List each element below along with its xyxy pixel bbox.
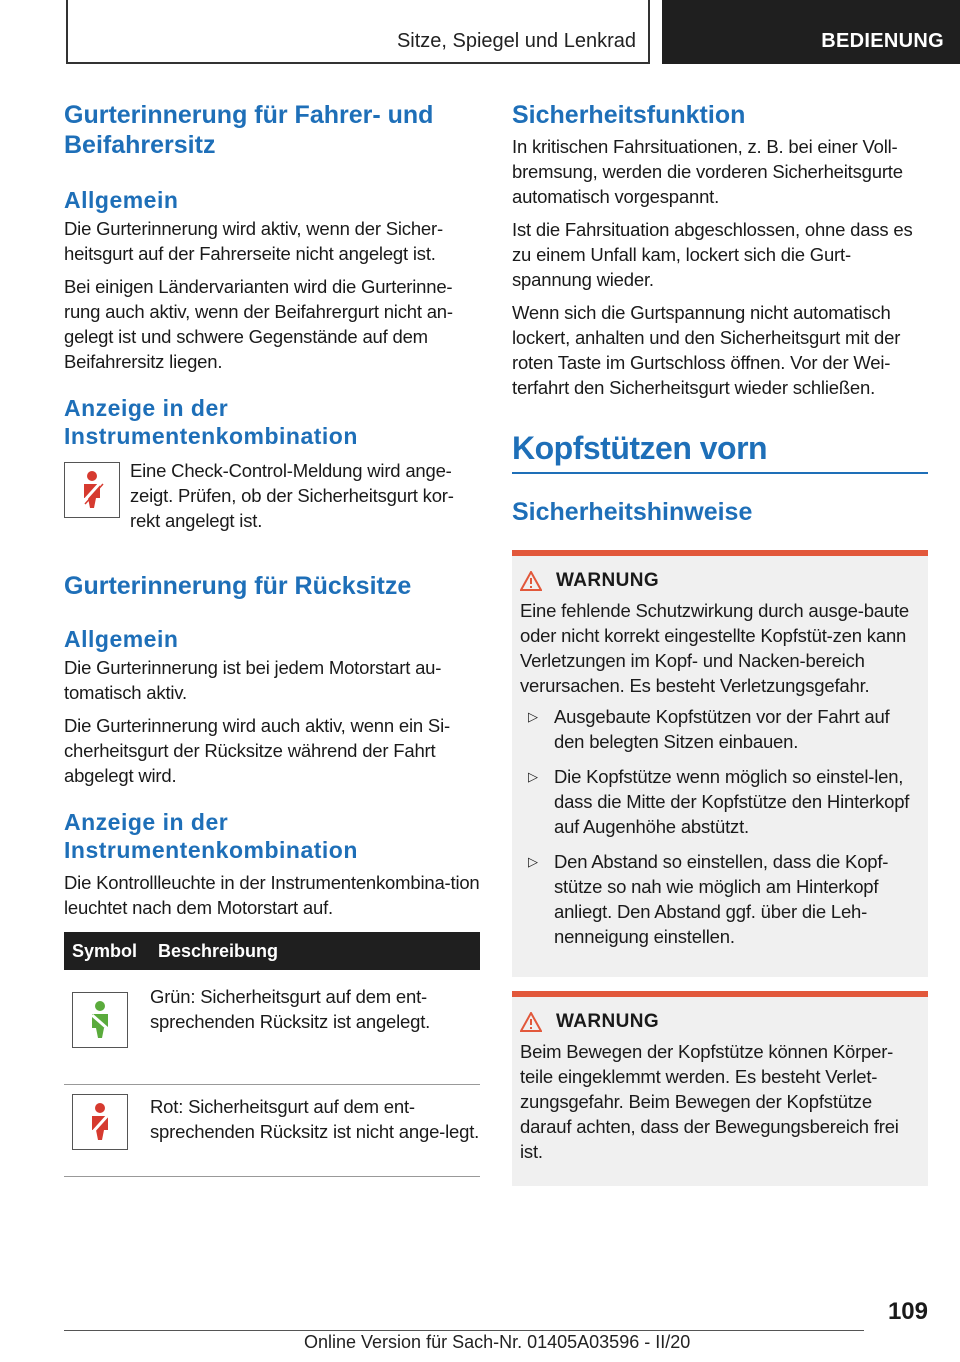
warning-2-text: Beim Bewegen der Kopfstütze können Körper-teile eingeklemmt werden. Es besteht Verlet-zungsgefahr. Beim Bewegen der Kopfstütze darauf achten, dass der Bewegungsbereich frei ist. (520, 1041, 899, 1162)
paragraph-general-1b: Bei einigen Ländervarianten wird die Gurterinne-rung auch aktiv, wenn der Beifahrergurt nicht an-gelegt ist und schwere Gegenstände auf dem Beifahrersitz liegen. (64, 276, 453, 372)
display-1-row (64, 462, 480, 533)
paragraph-safety-2: Ist die Fahrsituation abgeschlossen, ohne dass es zu einem Unfall kam, lockert sich die Gurt-spannung wieder. (512, 219, 913, 290)
table-cell-red-desc: Rot: Sicherheitsgurt auf dem ent-sprechenden Rücksitz ist nicht ange-legt. (150, 1084, 480, 1176)
paragraph-general-2a: Die Gurterinnerung ist bei jedem Motorstart au-tomatisch aktiv. (64, 657, 442, 703)
warning-box-2 (512, 991, 928, 1186)
warning-1-header (520, 570, 920, 592)
table-header-symbol: Symbol (64, 932, 150, 970)
table-row (64, 1084, 480, 1176)
footer-version: Online Version für Sach-Nr. 01405A03596 - II/20 (304, 1332, 691, 1352)
heading-general-2: Allgemein (64, 626, 179, 652)
heading-safety-notes: Sicherheitshinweise (512, 498, 753, 526)
warning-1-text: Eine fehlende Schutzwirkung durch ausge-baute oder nicht korrekt eingestellte Kopfstüt-zen kann Verletzungen im Kopf- und Nacken-bereich verursachen. Es besteht Verletzungsgefahr. (520, 600, 910, 696)
paragraph-general-1a: Die Gurterinnerung wird aktiv, wenn der Sicher-heitsgurt auf der Fahrerseite nicht angelegt ist. (64, 218, 443, 264)
table-header-row (64, 932, 480, 970)
heading-general-1: Allgemein (64, 187, 179, 213)
warning-triangle-icon (520, 571, 542, 591)
paragraph-safety-3: Wenn sich die Gurtspannung nicht automatisch lockert, anhalten und den Sicherheitsgurt mit der roten Taste im Gurtschloss öffnen. Vor der Wei-terfahrt den Sicherheitsgurt wieder schließen. (512, 302, 901, 398)
warning-1-label: WARNUNG (556, 570, 660, 591)
header-chapter: Sitze, Spiegel und Lenkrad (396, 30, 636, 52)
warning-1-bullets (520, 704, 920, 949)
left-column (64, 100, 480, 1177)
list-item: ▷ Die Kopfstütze wenn möglich so einstel-len, dass die Mitte der Kopfstütze den Hinterkopf auf Augenhöhe abstützt. (528, 766, 910, 837)
heading-front-seat-reminder: Gurterinnerung für Fahrer- und Beifahrersitz (64, 101, 434, 159)
header-section-box (662, 0, 960, 64)
paragraph-display-2: Die Kontrollleuchte in der Instrumentenkombina-tion leuchtet nach dem Motorstart auf. (64, 872, 480, 918)
header-chapter-box (66, 0, 650, 64)
warning-2-label: WARNUNG (556, 1011, 660, 1032)
page-number: 109 (887, 1298, 928, 1325)
table-header-description: Beschreibung (150, 932, 480, 970)
seatbelt-green-icon (72, 992, 128, 1048)
table-row (64, 970, 480, 1084)
paragraph-safety-1: In kritischen Fahrsituationen, z. B. bei einer Voll-bremsung, werden die vorderen Sicherheitsgurte automatisch vorgespannt. (512, 136, 903, 207)
warning-box-1 (512, 550, 928, 977)
paragraph-general-2b: Die Gurterinnerung wird auch aktiv, wenn ein Si-cherheitsgurt der Rücksitze während der Fahrt abgelegt wird. (64, 715, 450, 786)
symbol-table (64, 932, 480, 1177)
page-header (66, 0, 960, 64)
heading-display-1: Anzeige in der Instrumentenkombination (64, 395, 358, 449)
table-cell-green-desc: Grün: Sicherheitsgurt auf dem ent-sprechenden Rücksitz ist angelegt. (150, 970, 480, 1084)
right-column (512, 100, 928, 1186)
list-item: ▷ Ausgebaute Kopfstützen vor der Fahrt auf den belegten Sitzen einbauen. (528, 706, 890, 752)
heading-underline (512, 472, 928, 474)
warning-2-header (520, 1011, 920, 1033)
heading-safety-function: Sicherheitsfunktion (512, 101, 746, 129)
seatbelt-red-icon (72, 1094, 128, 1150)
warning-triangle-icon (520, 1012, 542, 1032)
heading-headrests-front: Kopfstützen vorn (512, 430, 768, 466)
seatbelt-warning-icon (64, 462, 120, 518)
heading-rear-seat-reminder: Gurterinnerung für Rücksitze (64, 572, 412, 600)
paragraph-display-1: Eine Check-Control-Meldung wird ange-zeigt. Prüfen, ob der Sicherheitsgurt kor-rekt angelegt ist. (130, 460, 454, 531)
heading-display-2: Anzeige in der Instrumentenkombination (64, 809, 358, 863)
list-item: ▷ Den Abstand so einstellen, dass die Kopf-stütze so nah wie möglich am Hinterkopf anliegt. Den Abstand ggf. über die Leh-nenneigung einstellen. (528, 851, 889, 947)
footer-rule (64, 1330, 864, 1331)
header-section: BEDIENUNG (821, 30, 944, 52)
